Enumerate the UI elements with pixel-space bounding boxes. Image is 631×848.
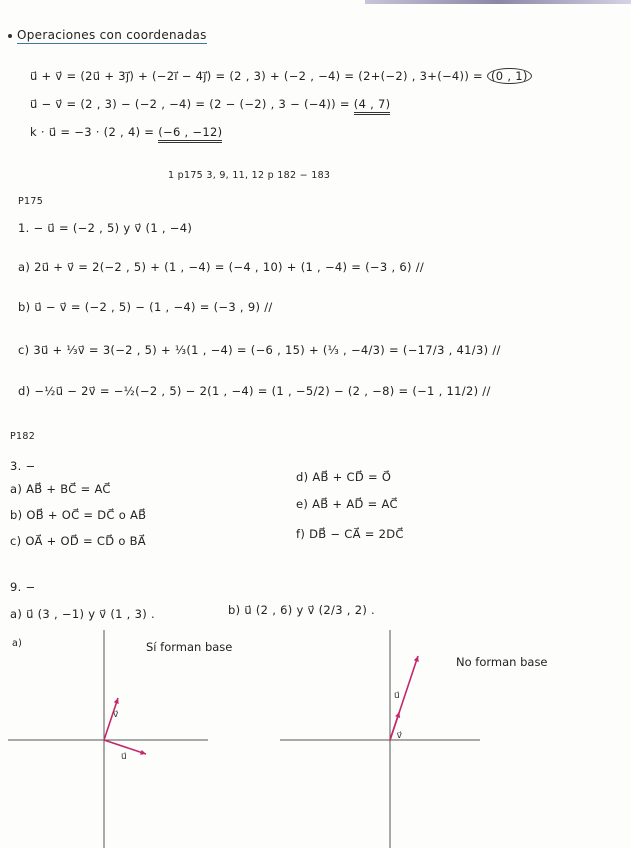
p182-right-f: f) DB⃗ − CA⃗ = 2DC⃗ [296, 527, 404, 541]
p175-q1: 1. − u⃗ = (−2 , 5) y v⃗ (1 , −4) [18, 221, 193, 235]
p175-a: a) 2u⃗ + v⃗ = 2(−2 , 5) + (1 , −4) = (−4 , 10) + (1 , −4) = (−3 , 6) // [18, 260, 425, 274]
p182-q3: 3. − [10, 459, 36, 473]
p182-left-c: c) OA⃗ + OD⃗ = CD⃗ o BA⃗ [10, 534, 146, 548]
q9-a: a) u⃗ (3 , −1) y v⃗ (1 , 3) . [10, 607, 155, 621]
u-arrowhead [140, 750, 146, 755]
graph-b [280, 630, 480, 848]
sum-line: u⃗ + v⃗ = (2u⃗ + 3j⃗) + (−2i⃗ − 4j⃗) = (2 , 3) + (−2 , −4) = (2+(−2) , 3+(−4)) = (0 , 1) [30, 69, 532, 83]
page-edge-strip [365, 0, 631, 4]
u-arrowhead [414, 656, 419, 662]
bullet-icon [8, 34, 12, 38]
graph-a-label: a) [12, 638, 23, 649]
v-label: v⃗ [113, 710, 119, 720]
p175-c: c) 3u⃗ + ⅓v⃗ = 3(−2 , 5) + ⅓(1 , −4) = (−6 , 15) + (⅓ , −4/3) = (−17/3 , 41/3) // [18, 343, 501, 357]
diff-result: (4 , 7) [354, 97, 391, 115]
p182-left-b: b) OB⃗ + OC⃗ = DC⃗ o AB⃗ [10, 508, 147, 522]
scalar-result: (−6 , −12) [158, 125, 222, 143]
p182-right-d: d) AB⃗ + CD⃗ = O⃗ [296, 470, 392, 484]
v-arrowhead [395, 712, 400, 718]
q9-header: 9. − [10, 580, 36, 594]
p182-right-e: e) AB⃗ + AD⃗ = AC⃗ [296, 497, 398, 511]
v-label: v⃗ [396, 731, 402, 741]
graph-b-note: No forman base [456, 655, 548, 669]
p175-header: P175 [18, 196, 44, 207]
graph-a [8, 630, 208, 848]
graph-a-note: Sí forman base [146, 640, 233, 654]
section-title: Operaciones con coordenadas [8, 28, 207, 42]
p175-d: d) −½u⃗ − 2v⃗ = −½(−2 , 5) − 2(1 , −4) = (1 , −5/2) − (2 , −8) = (−1 , 11/2) // [18, 384, 491, 398]
q9-b: b) u⃗ (2 , 6) y v⃗ (2/3 , 2) . [228, 603, 376, 617]
sum-result: (0 , 1) [487, 68, 532, 84]
scalar-line: k · u⃗ = −3 · (2 , 4) = (−6 , −12) [30, 125, 222, 139]
p182-header: P182 [10, 431, 36, 442]
homework-line: 1 p175 3, 9, 11, 12 p 182 − 183 [168, 170, 331, 181]
p175-b: b) u⃗ − v⃗ = (−2 , 5) − (1 , −4) = (−3 , 9) // [18, 300, 273, 314]
v-arrowhead [114, 698, 119, 704]
diff-line: u⃗ − v⃗ = (2 , 3) − (−2 , −4) = (2 − (−2) , 3 − (−4)) = (4 , 7) [30, 97, 390, 111]
u-label: u⃗ [121, 752, 127, 762]
u-label: u⃗ [394, 691, 400, 701]
p182-left-a: a) AB⃗ + BC⃗ = AC⃗ [10, 482, 111, 496]
